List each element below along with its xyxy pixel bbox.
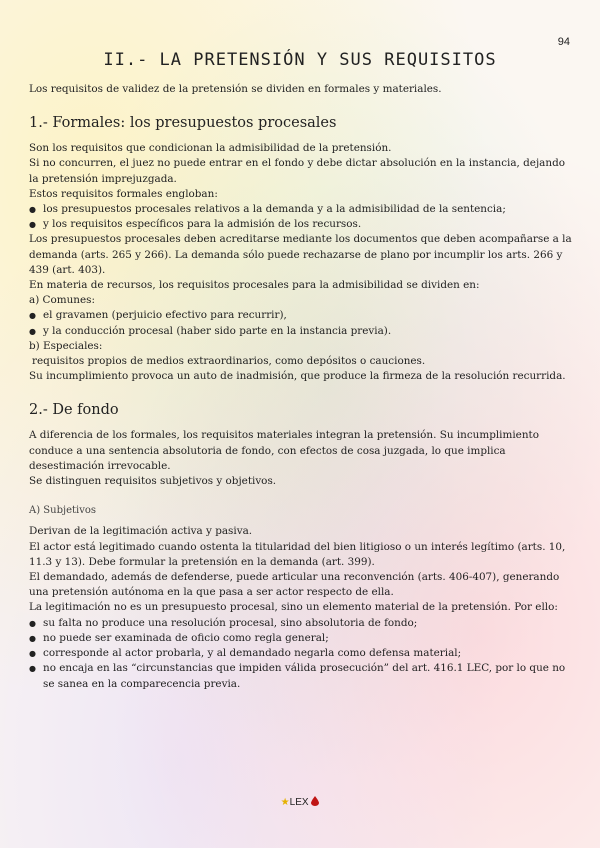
paragraph: En materia de recursos, los requisitos procesales para la admisibilidad se dividen en: [29,279,480,292]
brand-text: LEX [289,797,309,808]
paragraph: Los presupuestos procesales deben acreditarse mediante los documentos que deben acompañarse a la demanda (arts. 265 y 266). La demanda sólo puede rechazarse de plano por incumplir los arts. 266 y 439 (art. 403). [29,233,572,276]
paragraph: Si no concurren, el juez no puede entrar en el fondo y debe dictar absolución en la instancia, dejando la pretensión imprejuzgada. [29,157,565,185]
bullet-list [29,616,572,692]
paragraph: Se distinguen requisitos subjetivos y objetivos. [29,475,277,488]
section-2-heading: 2.- De fondo [29,402,119,419]
list-item: ● y la conducción procesal (haber sido parte en la instancia previa). [29,324,572,339]
bullet-list [29,202,572,232]
star-icon: ★ [280,797,290,808]
paragraph: Su incumplimiento provoca un auto de inadmisión, que produce la firmeza de la resolución recurrida. [29,370,566,383]
paragraph: Derivan de la legitimación activa y pasiva. [29,525,253,538]
list-label: a) Comunes: [29,294,95,307]
document-body [29,82,572,692]
paragraph: Estos requisitos formales engloban: [29,187,218,200]
paragraph: Son los requisitos que condicionan la admisibilidad de la pretensión. [29,142,392,155]
list-item: ● los presupuestos procesales relativos a la demanda y a la admisibilidad de la sentencia; [29,202,572,217]
page-title: II.- LA PRETENSIÓN Y SUS REQUISITOS [103,50,497,70]
paragraph: A diferencia de los formales, los requisitos materiales integran la pretensión. Su incumplimiento conduce a una sentencia absolutoria de fondo, con efectos de cosa juzgada, lo que implica desestimación irrevocable. [29,429,539,472]
bullet-list [29,308,572,338]
list-item: ● y los requisitos específicos para la admisión de los recursos. [29,217,572,232]
list-item: ● no encaja en las “circunstancias que impiden válida prosecución” del art. 416.1 LEC, por lo que no se sanea en la comparecencia previa. [29,661,572,691]
list-item: ● su falta no produce una resolución procesal, sino absolutoria de fondo; [29,616,572,631]
list-item: ● corresponde al actor probarla, y al demandado negarla como defensa material; [29,646,572,661]
intro-paragraph: Los requisitos de validez de la pretensión se dividen en formales y materiales. [29,83,442,95]
paragraph: La legitimación no es un presupuesto procesal, sino un elemento material de la pretensión. Por ello: [29,601,558,614]
subsection-heading: A) Subjetivos [29,505,97,517]
list-item: ● no puede ser examinada de oficio como regla general; [29,631,572,646]
drop-icon [309,797,320,808]
list-item: ● el gravamen (perjuicio efectivo para recurrir), [29,308,572,323]
list-label: b) Especiales: [29,339,103,352]
paragraph: requisitos propios de medios extraordinarios, como depósitos o cauciones. [32,355,426,368]
paragraph: El actor está legitimado cuando ostenta la titularidad del bien litigioso o un interés legítimo (arts. 10, 11.3 y 13). Debe formular la pretensión en la demanda (art. 399). [29,540,566,568]
footer-brand [0,796,600,808]
paragraph: El demandado, además de defenderse, puede articular una reconvención (arts. 406-407), generando una pretensión autónoma en la que pasa a ser actor respecto de ella. [29,571,560,599]
section-1-heading: 1.- Formales: los presupuestos procesales [29,115,337,132]
page-number: 94 [557,36,570,48]
